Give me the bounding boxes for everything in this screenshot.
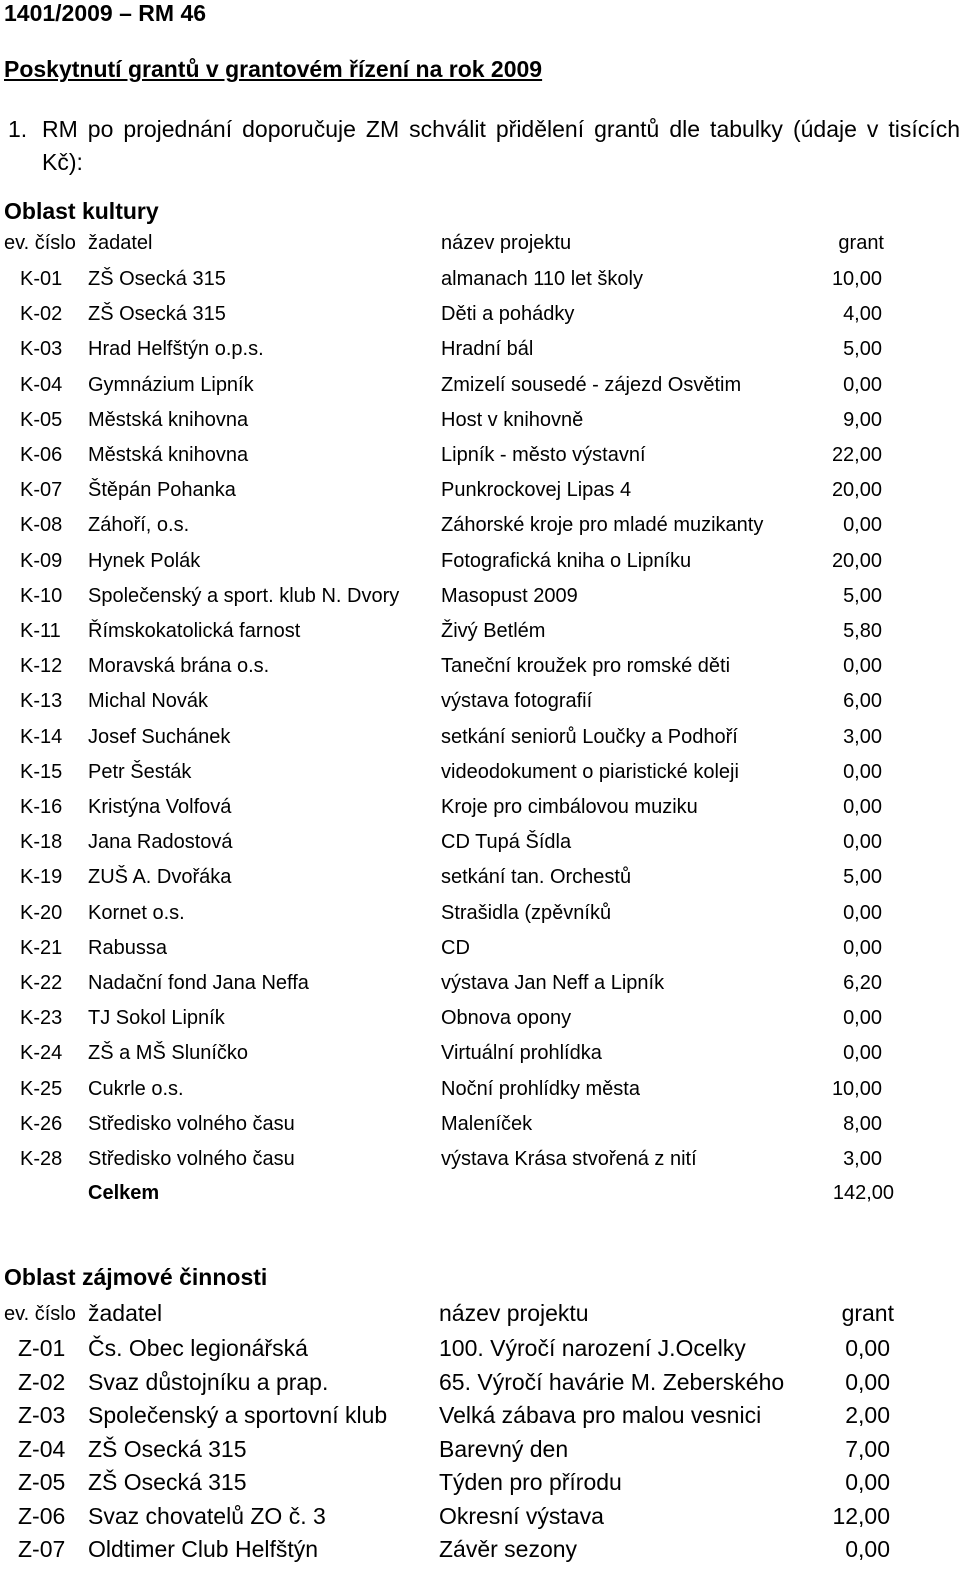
table-row bbox=[0, 550, 960, 585]
ev-number-cell: K-15 bbox=[20, 760, 63, 783]
table-row bbox=[0, 726, 960, 761]
ev-number-cell: Z-06 bbox=[18, 1502, 66, 1529]
applicant-cell: ZŠ Osecká 315 bbox=[88, 268, 226, 290]
resolution-text: RM po projednání doporučuje ZM schválit přidělení grantů dle tabulky (údaje v tisících Kč): bbox=[42, 116, 960, 175]
table-row bbox=[0, 1335, 960, 1369]
document-subtitle: Poskytnutí grantů v grantovém řízení na rok 2009 bbox=[4, 56, 543, 82]
applicant-cell: ZŠ Osecká 315 bbox=[88, 1469, 247, 1495]
grant-amount-cell: 0,00 bbox=[843, 514, 882, 537]
project-name-cell: Hradní bál bbox=[441, 338, 534, 361]
applicant-cell: Kornet o.s. bbox=[88, 901, 185, 924]
project-name-cell: Děti a pohádky bbox=[441, 303, 575, 326]
project-name-cell: almanach 110 let školy bbox=[441, 268, 643, 290]
ev-number-cell: K-11 bbox=[20, 620, 61, 642]
table-row bbox=[0, 1148, 960, 1183]
grant-amount-cell: 9,00 bbox=[843, 408, 882, 431]
grant-amount-cell: 0,00 bbox=[843, 1007, 882, 1030]
project-name-cell: Lipník - město výstavní bbox=[441, 444, 646, 466]
table-row bbox=[0, 796, 960, 831]
project-name-cell: Taneční kroužek pro romské děti bbox=[441, 655, 731, 678]
project-name-cell: Zmizelí sousedé - zájezd Osvětim bbox=[441, 373, 742, 396]
ev-number-cell: K-28 bbox=[20, 1148, 63, 1170]
table-row bbox=[0, 1536, 960, 1570]
ev-number-cell: Z-07 bbox=[18, 1536, 66, 1562]
applicant-cell: Gymnázium Lipník bbox=[88, 373, 254, 396]
resolution-number: 1. bbox=[8, 116, 28, 142]
project-name-cell: videodokument o piaristické koleji bbox=[441, 760, 739, 783]
table-row bbox=[0, 1402, 960, 1436]
column-header-grant: grant bbox=[838, 232, 884, 254]
table-row bbox=[0, 1469, 960, 1503]
ev-number-cell: K-06 bbox=[20, 444, 63, 466]
applicant-cell: Kristýna Volfová bbox=[88, 796, 232, 818]
ev-number-cell: K-10 bbox=[20, 584, 63, 607]
grant-amount-cell: 2,00 bbox=[845, 1402, 890, 1428]
project-name-cell: výstava Krása stvořená z nití bbox=[441, 1148, 697, 1170]
applicant-cell: Hynek Polák bbox=[88, 549, 201, 572]
grant-amount-cell: 20,00 bbox=[831, 549, 882, 572]
applicant-cell: ZUŠ A. Dvořáka bbox=[88, 866, 232, 889]
ev-number-cell: K-03 bbox=[20, 338, 63, 361]
grant-amount-cell: 20,00 bbox=[831, 479, 882, 502]
document-title: 1401/2009 – RM 46 bbox=[4, 0, 207, 26]
table-row bbox=[0, 620, 960, 655]
applicant-cell: ZŠ a MŠ Sluníčko bbox=[88, 1042, 249, 1065]
applicant-cell: TJ Sokol Lipník bbox=[88, 1007, 225, 1030]
ev-number-cell: K-01 bbox=[20, 268, 63, 290]
applicant-cell: Čs. Obec legionářská bbox=[88, 1335, 308, 1361]
table-row bbox=[0, 1042, 960, 1077]
column-header-project: název projektu bbox=[439, 1300, 589, 1326]
table-row bbox=[0, 1007, 960, 1042]
project-name-cell: výstava fotografií bbox=[441, 690, 593, 713]
project-name-cell: Závěr sezony bbox=[439, 1536, 578, 1562]
project-name-cell: Kroje pro cimbálovou muziku bbox=[441, 796, 698, 818]
project-name-cell: Okresní výstava bbox=[439, 1502, 604, 1529]
applicant-cell: Štěpán Pohanka bbox=[88, 479, 236, 502]
culture-table-header bbox=[0, 232, 960, 262]
applicant-cell: Josef Suchánek bbox=[88, 725, 231, 748]
ev-number-cell: Z-03 bbox=[18, 1402, 66, 1428]
applicant-cell: Římskokatolická farnost bbox=[88, 620, 301, 642]
total-value: 142,00 bbox=[832, 1182, 894, 1204]
grant-amount-cell: 3,00 bbox=[843, 725, 882, 748]
table-row bbox=[0, 831, 960, 866]
ev-number-cell: K-19 bbox=[20, 866, 63, 889]
table-row bbox=[0, 761, 960, 796]
project-name-cell: Noční prohlídky města bbox=[441, 1077, 640, 1100]
table-row bbox=[0, 444, 960, 479]
grant-amount-cell: 12,00 bbox=[832, 1502, 890, 1529]
ev-number-cell: K-04 bbox=[20, 373, 63, 396]
table-row bbox=[0, 479, 960, 514]
table-row bbox=[0, 303, 960, 338]
table-row bbox=[0, 374, 960, 409]
applicant-cell: Petr Šesták bbox=[88, 760, 192, 783]
applicant-cell: Společenský a sport. klub N. Dvory bbox=[88, 584, 400, 607]
project-name-cell: CD Tupá Šídla bbox=[441, 831, 572, 854]
column-header-grant: grant bbox=[841, 1300, 894, 1326]
grant-amount-cell: 0,00 bbox=[843, 936, 882, 959]
table-row bbox=[0, 937, 960, 972]
grant-amount-cell: 6,20 bbox=[843, 972, 882, 994]
grant-amount-cell: 0,00 bbox=[843, 796, 882, 818]
applicant-cell: Záhoří, o.s. bbox=[88, 514, 190, 537]
grant-amount-cell: 0,00 bbox=[843, 1042, 882, 1065]
project-name-cell: Záhorské kroje pro mladé muzikanty bbox=[441, 514, 764, 537]
ev-number-cell: K-08 bbox=[20, 514, 63, 537]
table-row bbox=[0, 655, 960, 690]
grant-amount-cell: 0,00 bbox=[845, 1368, 890, 1395]
grant-amount-cell: 7,00 bbox=[845, 1435, 890, 1462]
applicant-cell: Svaz důstojníku a prap. bbox=[88, 1368, 329, 1395]
applicant-cell: Cukrle o.s. bbox=[88, 1077, 184, 1100]
ev-number-cell: Z-02 bbox=[18, 1368, 66, 1395]
applicant-cell: Středisko volného času bbox=[88, 1112, 295, 1135]
applicant-cell: Michal Novák bbox=[88, 690, 209, 713]
ev-number-cell: K-18 bbox=[20, 831, 63, 854]
table-row bbox=[0, 268, 960, 303]
project-name-cell: výstava Jan Neff a Lipník bbox=[441, 972, 665, 994]
applicant-cell: Středisko volného času bbox=[88, 1148, 295, 1170]
grant-amount-cell: 5,80 bbox=[843, 620, 882, 642]
project-name-cell: setkání seniorů Loučky a Podhoří bbox=[441, 725, 738, 748]
ev-number-cell: K-20 bbox=[20, 901, 63, 924]
grant-amount-cell: 3,00 bbox=[843, 1148, 882, 1170]
table-row bbox=[0, 585, 960, 620]
ev-number-cell: K-12 bbox=[20, 655, 63, 678]
project-name-cell: Virtuální prohlídka bbox=[441, 1042, 602, 1065]
grant-amount-cell: 0,00 bbox=[843, 901, 882, 924]
table-row bbox=[0, 866, 960, 901]
table-row bbox=[0, 338, 960, 373]
project-name-cell: Masopust 2009 bbox=[441, 584, 578, 607]
grant-amount-cell: 0,00 bbox=[843, 760, 882, 783]
project-name-cell: Punkrockovej Lipas 4 bbox=[441, 479, 632, 502]
table-row bbox=[0, 1436, 960, 1470]
table-row bbox=[0, 972, 960, 1007]
grant-amount-cell: 0,00 bbox=[843, 831, 882, 854]
applicant-cell: Městská knihovna bbox=[88, 444, 249, 466]
ev-number-cell: K-26 bbox=[20, 1112, 63, 1135]
grant-amount-cell: 22,00 bbox=[831, 444, 882, 466]
grant-amount-cell: 5,00 bbox=[843, 584, 882, 607]
grant-amount-cell: 0,00 bbox=[843, 373, 882, 396]
project-name-cell: Fotografická kniha o Lipníku bbox=[441, 549, 692, 572]
table-row bbox=[0, 1503, 960, 1537]
resolution-paragraph bbox=[4, 113, 960, 179]
applicant-cell: Společenský a sportovní klub bbox=[88, 1402, 388, 1428]
grant-amount-cell: 0,00 bbox=[845, 1536, 890, 1562]
ev-number-cell: Z-04 bbox=[18, 1435, 66, 1462]
table-row bbox=[0, 1113, 960, 1148]
table-row bbox=[0, 514, 960, 549]
table-row bbox=[0, 902, 960, 937]
project-name-cell: Obnova opony bbox=[441, 1007, 572, 1030]
column-header-applicant: žadatel bbox=[88, 232, 153, 254]
project-name-cell: Týden pro přírodu bbox=[439, 1469, 622, 1495]
ev-number-cell: K-22 bbox=[20, 972, 63, 994]
grant-amount-cell: 4,00 bbox=[843, 303, 882, 326]
ev-number-cell: K-24 bbox=[20, 1042, 63, 1065]
table-row bbox=[0, 1369, 960, 1403]
grant-amount-cell: 8,00 bbox=[843, 1112, 882, 1135]
applicant-cell: Hrad Helfštýn o.p.s. bbox=[88, 338, 264, 361]
applicant-cell: Oldtimer Club Helfštýn bbox=[88, 1536, 319, 1562]
total-label: Celkem bbox=[88, 1182, 160, 1204]
ev-number-cell: K-23 bbox=[20, 1007, 63, 1030]
ev-number-cell: K-14 bbox=[20, 725, 63, 748]
project-name-cell: Barevný den bbox=[439, 1435, 569, 1462]
applicant-cell: Městská knihovna bbox=[88, 408, 249, 431]
project-name-cell: Host v knihovně bbox=[441, 408, 584, 431]
ev-number-cell: K-05 bbox=[20, 408, 63, 431]
culture-section-heading: Oblast kultury bbox=[4, 198, 159, 224]
applicant-cell: Rabussa bbox=[88, 936, 167, 959]
project-name-cell: setkání tan. Orchestů bbox=[441, 866, 632, 889]
table-row bbox=[0, 409, 960, 444]
project-name-cell: Maleníček bbox=[441, 1112, 533, 1135]
ev-number-cell: K-13 bbox=[20, 690, 63, 713]
applicant-cell: Moravská brána o.s. bbox=[88, 655, 270, 678]
grant-amount-cell: 5,00 bbox=[843, 866, 882, 889]
grant-amount-cell: 0,00 bbox=[845, 1469, 890, 1495]
project-name-cell: Živý Betlém bbox=[441, 620, 546, 642]
ev-number-cell: K-02 bbox=[20, 303, 63, 326]
table-row bbox=[0, 1078, 960, 1113]
project-name-cell: 65. Výročí havárie M. Zeberského bbox=[439, 1368, 785, 1395]
ev-number-cell: K-16 bbox=[20, 796, 63, 818]
grant-amount-cell: 6,00 bbox=[843, 690, 882, 713]
interest-table-header bbox=[0, 1300, 960, 1330]
column-header-project: název projektu bbox=[441, 232, 572, 254]
grant-amount-cell: 0,00 bbox=[843, 655, 882, 678]
ev-number-cell: K-25 bbox=[20, 1077, 63, 1100]
project-name-cell: 100. Výročí narození J.Ocelky bbox=[439, 1335, 746, 1361]
grant-amount-cell: 10,00 bbox=[831, 268, 882, 290]
project-name-cell: Strašidla (zpěvníků bbox=[441, 901, 612, 924]
project-name-cell: Velká zábava pro malou vesnici bbox=[439, 1402, 762, 1428]
applicant-cell: Svaz chovatelů ZO č. 3 bbox=[88, 1502, 326, 1529]
applicant-cell: ZŠ Osecká 315 bbox=[88, 1435, 247, 1462]
applicant-cell: Nadační fond Jana Neffa bbox=[88, 972, 309, 994]
applicant-cell: ZŠ Osecká 315 bbox=[88, 303, 226, 326]
grant-amount-cell: 0,00 bbox=[845, 1335, 890, 1361]
ev-number-cell: Z-05 bbox=[18, 1469, 66, 1495]
interest-section-heading: Oblast zájmové činnosti bbox=[4, 1264, 268, 1290]
ev-number-cell: K-07 bbox=[20, 479, 63, 502]
applicant-cell: Jana Radostová bbox=[88, 831, 233, 854]
column-header-ev-number: ev. číslo bbox=[4, 232, 76, 254]
table-row bbox=[0, 690, 960, 725]
grant-amount-cell: 5,00 bbox=[843, 338, 882, 361]
grant-amount-cell: 10,00 bbox=[831, 1077, 882, 1100]
column-header-applicant: žadatel bbox=[88, 1300, 163, 1326]
ev-number-cell: Z-01 bbox=[18, 1335, 66, 1361]
ev-number-cell: K-21 bbox=[20, 936, 63, 959]
ev-number-cell: K-09 bbox=[20, 549, 63, 572]
column-header-ev-number: ev. číslo bbox=[4, 1303, 76, 1325]
project-name-cell: CD bbox=[441, 936, 470, 959]
